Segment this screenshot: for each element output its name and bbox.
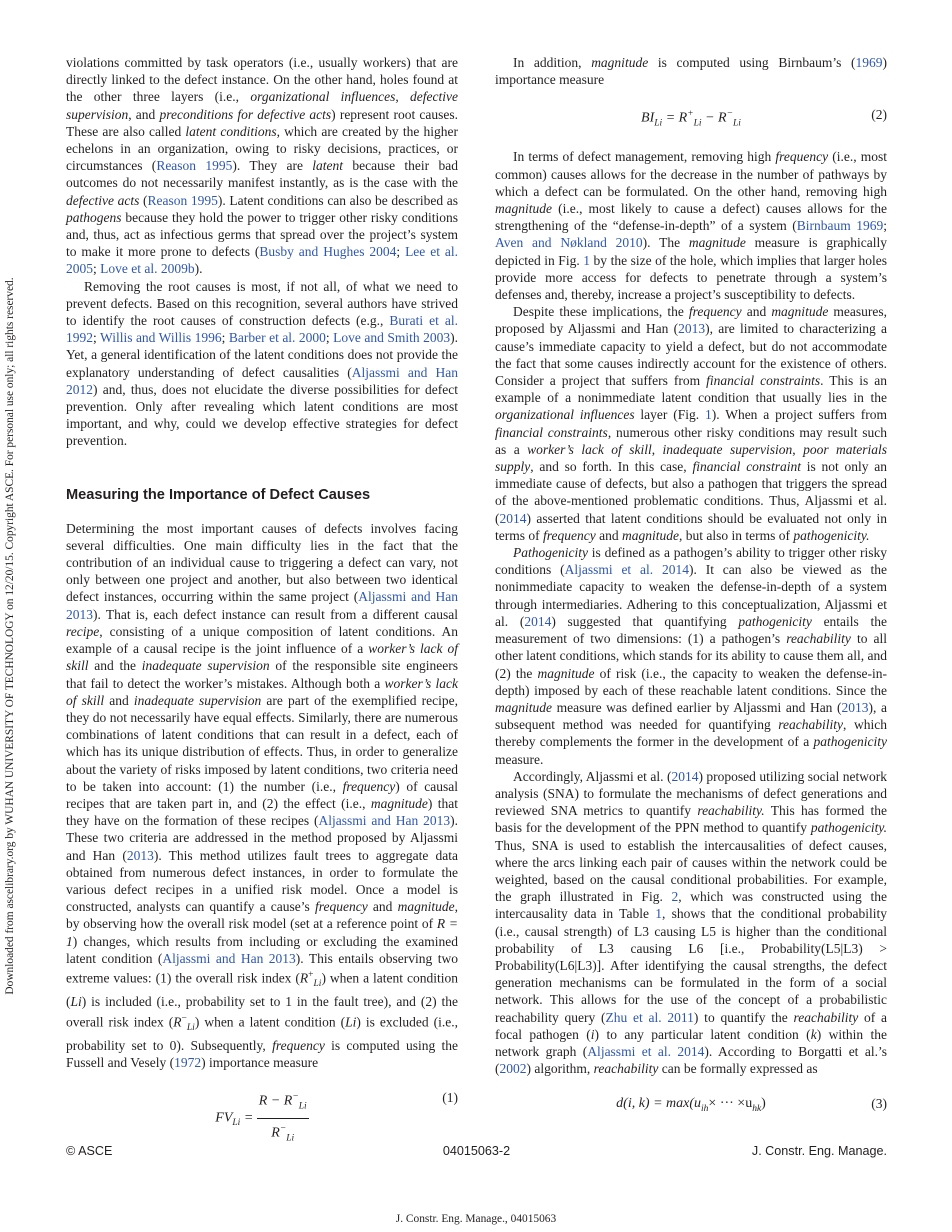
- citation-link[interactable]: 1969: [855, 55, 883, 70]
- citation-link[interactable]: 1972: [174, 1055, 202, 1071]
- citation-link[interactable]: Burati et al. 1992: [66, 313, 458, 346]
- figure-link[interactable]: 1: [704, 407, 712, 423]
- right-paragraph-2: In terms of defect management, removing high frequency (i.e., most common) causes allows for the decrease in the number of pathways by which a defect can be formulated. On the other hand, removing high magnitude (i.e., most likely to cause a defect) causes allows for the strengthening of the “defense-in-depth” of a system (Birnbaum 1969; Aven and Nøkland 2010). The magnitude measure is graphically depicted in Fig. 1 by the size of the hole, which implies that larger holes provide more access for defects to penetrate through a system’s defenses and, thereby, increase a project’s susceptibility to defects.: [495, 149, 888, 303]
- citation-link[interactable]: Barber et al. 2000: [228, 330, 326, 346]
- citation-link[interactable]: Love and Smith 2003: [333, 330, 451, 346]
- equation-2-formula: $BI_{Li} = R^+_{Li} - R^-_{Li}$: [641, 109, 741, 129]
- citation-link[interactable]: Aljassmi et al. 2014: [587, 1043, 705, 1059]
- equation-2: [495, 94, 887, 138]
- citation-link[interactable]: Reason 1995: [156, 158, 233, 174]
- section-heading: Measuring the Importance of Defect Causes: [66, 486, 371, 503]
- right-paragraph-5: Accordingly, Aljassmi et al. (2014) proposed utilizing social network analysis (SNA) to formulate the mechanisms of defect generations and reviewed SNA metrics to quantify reachability. This has formed the basis for the development of the PPN method to quantify pathogenicity. Thus, SNA is used to establish the intercausalities of defect causes, where the arcs linking each pair of causes within the network could be weighted, based on the causal conditional probabilities. For example, the graph illustrated in Fig. 2, which was constructed using the intercausality data in Table 1, shows that the conditional probability (i.e., causal strength) of L3 causing L5 is higher than the conditional probability of L3 causing L6 [i.e., Probability(L5|L3) > Probability(L6|L3)]. After identifying the causal strengths, the defect generation mechanisms can be formulated in the form of a social network. This allows for the use of the concept of a probabilistic reachability query (Zhu et al. 2011) to quantify the reachability of a focal pathogen (i) to any particular latent condition (k) within the network graph (Aljassmi et al. 2014). According to Borgatti et al.’s (2002) algorithm, reachability can be formally expressed as: [495, 768, 887, 1077]
- citation-link[interactable]: 2013: [678, 321, 706, 337]
- citation-link[interactable]: Aljassmi and Han 2013: [66, 589, 458, 622]
- equation-1-number: (1): [442, 1090, 458, 1106]
- figure-link[interactable]: 2: [671, 889, 679, 905]
- footer-page-id: 04015063-2: [442, 1144, 511, 1158]
- side-download-text: Downloaded from ascelibrary.org by WUHAN UNIVERSITY OF TECHNOLOGY on 12/20/15. Copyright ASCE. For personal use only; all rights reserved.: [4, 277, 16, 995]
- citation-link[interactable]: 2013: [841, 699, 869, 715]
- equation-1: [66, 1077, 458, 1144]
- table-link[interactable]: 1: [655, 906, 662, 922]
- footer-journal: J. Constr. Eng. Manage.: [751, 1144, 887, 1158]
- right-paragraph-1: In addition, magnitude is computed using Birnbaum’s (1969) importance measure: [495, 55, 887, 88]
- footer-copyright: © ASCE: [66, 1144, 113, 1158]
- citation-link[interactable]: Aljassmi and Han 2013: [318, 813, 451, 829]
- download-footer: J. Constr. Eng. Manage., 04015063: [395, 1213, 557, 1225]
- right-paragraph-3: Despite these implications, the frequency and magnitude measures, proposed by Aljassmi and Han (2013), are limited to characterizing a cause’s immediate capacity to yield a defect, but do not accommodate the fact that some causes indirectly account for the existence of others. Consider a project that suffers from financial constraints. This is an example of a nonimmediate latent condition that usually lies in the organizational influences layer (Fig. 1). When a project suffers from financial constraints, numerous other risky conditions may result such as a worker’s lack of skill, inadequate supervision, poor materials supply, and so forth. In this case, financial constraint is not only an immediate cause of defects, but also a pathogen that triggers the spread of the above-mentioned problematic conditions. Thus, Aljassmi et al. (2014) asserted that latent conditions should be evaluated not only in terms of frequency and magnitude, but also in terms of pathogenicity.: [495, 304, 888, 543]
- left-column: [66, 54, 458, 1143]
- figure-link[interactable]: 1: [583, 252, 590, 268]
- citation-link[interactable]: Lee et al. 2005: [66, 244, 458, 277]
- citation-link[interactable]: Aljassmi et al. 2014: [564, 562, 689, 578]
- left-paragraph-1: violations committed by task operators (i.e., usually workers) that are directly linked to the defect instance. On the other hand, holes found at the other three layers (i.e., organizational influences, defective supervision, and preconditions for defective acts) represent root causes. These are also called latent conditions, which are created by the higher echelons in an organization, owing to risky decisions, practices, or circumstances (Reason 1995). They are latent because their bad outcomes do not necessarily manifest instantly, as is the case with the defective acts (Reason 1995). Latent conditions can also be described as pathogens because they hold the power to trigger other risky conditions and, thus, act as infectious germs that spread over the project’s system to make it more prone to defects (Busby and Hughes 2004; Lee et al. 2005; Love et al. 2009b).: [66, 55, 459, 277]
- citation-link[interactable]: 2002: [499, 1061, 527, 1077]
- equation-3: [495, 1083, 887, 1127]
- equation-3-number: (3): [871, 1096, 887, 1112]
- right-paragraph-4: Pathogenicity is defined as a pathogen’s ability to trigger other risky conditions (Aljassmi et al. 2014). It can also be viewed as the nonimmediate capacity to weaken the defense-in-depth of a system through intermediaries. Adhering to this conceptualization, Aljassmi et al. (2014) suggested that quantifying pathogenicity entails the measurement of two dimensions: (1) a pathogen’s reachability to all other latent conditions, which stands for its ability to cause them all, and (2) the magnitude of risk (i.e., the capacity to weaken the defense-in-depth) imposed by each of these reachable latent conditions. Since the magnitude measure was defined earlier by Aljassmi and Han (2013), a subsequent method was needed for quantifying reachability, which thereby complements the former in the development of a pathogenicity measure.: [495, 545, 887, 767]
- citation-link[interactable]: Willis and Willis 1996: [100, 330, 222, 346]
- page-footer: [66, 1144, 887, 1162]
- citation-link[interactable]: 2013: [126, 847, 154, 863]
- equation-3-formula: d(i, $k) = \max(u_{ih}\times$ ··· $\times u_{hk}$): [616, 1096, 766, 1115]
- equation-1-formula: $FV_{Li}$ = $\frac{R - R^-_{Li}}{R^-_{Li}}$: [66, 1089, 458, 1147]
- right-column: [495, 54, 887, 1137]
- citation-link[interactable]: Love et al. 2009b: [100, 261, 195, 277]
- citation-link[interactable]: Aljassmi and Han 2012: [66, 364, 458, 397]
- side-download-note: [0, 0, 20, 1232]
- citation-link[interactable]: Aljassmi and Han 2013: [162, 950, 296, 966]
- equation-2-number: (2): [871, 107, 887, 123]
- citation-link[interactable]: Busby and Hughes 2004: [259, 244, 397, 260]
- citation-link[interactable]: Reason 1995: [147, 192, 218, 208]
- left-paragraph-2: Removing the root causes is most, if not all, of what we need to prevent defects. Based on this recognition, several authors have strived to identify the root causes of construction defects (e.g., Burati et al. 1992; Willis and Willis 1996; Barber et al. 2000; Love and Smith 2003). Yet, a general identification of the latent conditions does not provide the explanatory understanding of defect causalities (Aljassmi and Han 2012) and, thus, does not elucidate the diverse possibilities for defect prevention. Only after revealing which latent conditions are most important, and why, could we develop effective strategies for defect prevention.: [66, 278, 458, 449]
- citation-link[interactable]: 2014: [671, 768, 699, 784]
- citation-link[interactable]: 2014: [499, 510, 527, 526]
- citation-link[interactable]: Birnbaum 1969: [796, 218, 884, 234]
- citation-link[interactable]: Aven and Nøkland 2010: [495, 235, 643, 251]
- citation-link[interactable]: 2014: [524, 613, 552, 629]
- left-paragraph-3: Determining the most important causes of defects involves facing several difficulties. One main difficulty lies in the fact that the contribution of an individual cause to triggering a defect can vary, not only between one project and another, but also between two identical defect instances, occurring within the same project (Aljassmi and Han 2013). That is, each defect instance can result from a different causal recipe, consisting of a unique composition of latent conditions. An example of a causal recipe is the joint influence of a worker’s lack of skill and the inadequate supervision of the responsible site engineers that fail to detect the worker’s mistakes. Although both a worker’s lack of skill and inadequate supervision are part of the exemplified recipe, they do not necessarily have equal effects. Similarly, there are numerous combinations of latent conditions that can result in a defect, each of which has its unique distribution of effects. Thus, in order to generalize about the variety of risks imposed by latent conditions, two criteria need to be taken into account: (1) the number (i.e., frequency) of causal recipes that are taken part in, and (2) the effect (i.e., magnitude) that they have on the formation of these recipes (Aljassmi and Han 2013). These two criteria are addressed in the method proposed by Aljassmi and Han (2013). This method utilizes fault trees to aggregate data obtained from numerous defect instances, in order to formulate the various defect recipes in a unified risk model. Once a model is constructed, analysts can quantify a cause’s frequency and magnitude, by observing how the overall risk model (set at a reference point of R = 1) changes, which results from including or excluding the examined latent condition (Aljassmi and Han 2013). This entails observing two extreme values: (1) the overall risk index $(R^+_{Li})$ when a latent condition (Li) is included (i.e., probability set to 1 in the fault tree), and (2) the overall risk index $(R^-_{Li})$ when a latent condition (Li) is excluded (i.e., probability set to 0). Subsequently, frequency is computed using the Fussell and Vesely (1972) importance measure: [66, 520, 459, 1071]
- citation-link[interactable]: Zhu et al. 2011: [605, 1009, 694, 1025]
